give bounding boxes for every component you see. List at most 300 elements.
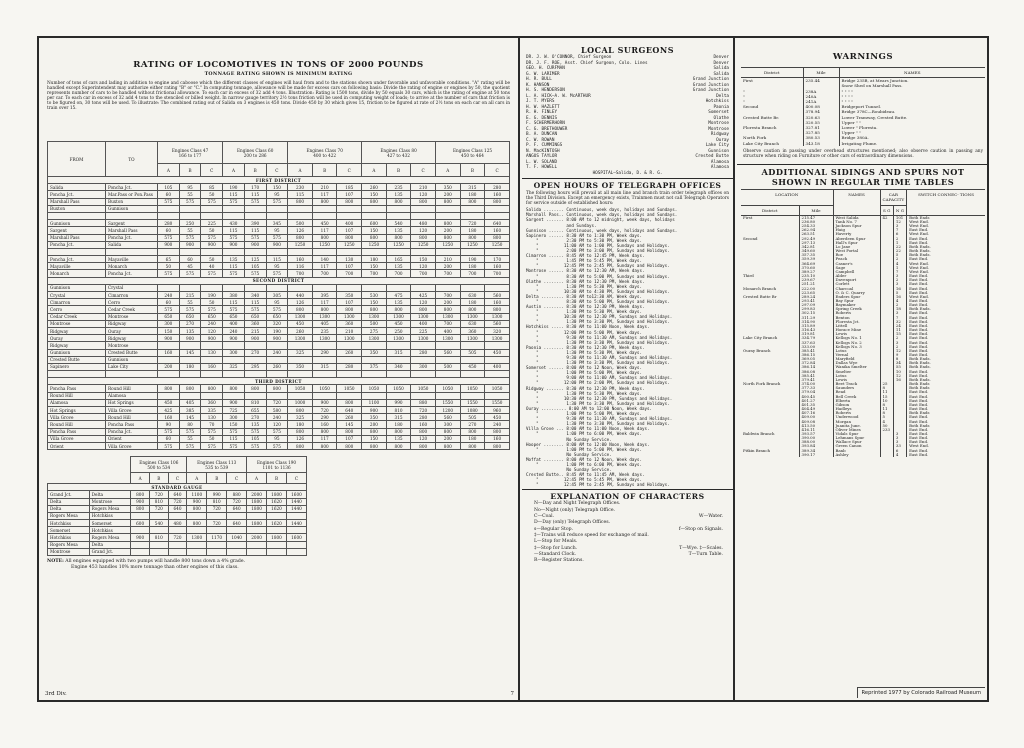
siding-ng-capacity: 2 bbox=[893, 345, 906, 349]
surgeon-location: Alamosa bbox=[710, 165, 729, 170]
office-hours-line: " 1:45 PM to 5:45 PM, Week days. bbox=[526, 258, 642, 264]
tonnage-value: 2000 bbox=[247, 534, 267, 541]
tonnage-value: 190 bbox=[266, 327, 288, 334]
tonnage-value: 1300 bbox=[435, 313, 460, 320]
siding-mile: 297.09 bbox=[799, 303, 833, 307]
tonnage-value: 1440 bbox=[286, 498, 306, 505]
tonnage-value: 575 bbox=[179, 198, 201, 205]
std-grade-header: B bbox=[267, 473, 287, 484]
siding-switch: East End. bbox=[909, 430, 929, 436]
table-row bbox=[48, 505, 307, 512]
from-station: Poncha Pass bbox=[48, 428, 106, 435]
tonnage-value: 640 bbox=[227, 520, 247, 527]
tonnage-value: 450 bbox=[288, 320, 313, 327]
table-row bbox=[48, 356, 510, 363]
table-row bbox=[48, 292, 510, 299]
siding-name: Underwood bbox=[833, 415, 880, 419]
tonnage-value: 260 bbox=[337, 349, 362, 356]
warning-mile: 400.08 bbox=[803, 104, 839, 109]
tonnage-value: 1800 bbox=[267, 491, 287, 498]
tonnage-value: 575 bbox=[244, 442, 266, 449]
tonnage-value: 230 bbox=[288, 184, 313, 191]
tonnage-value bbox=[435, 212, 460, 219]
tonnage-value: 575 bbox=[266, 442, 288, 449]
siding-switch: East End. bbox=[909, 227, 929, 233]
office-hours-line: Paonia ........ 8:30 AM to 12:30 PM, Week days. bbox=[526, 344, 645, 350]
tonnage-value: 720 bbox=[227, 498, 247, 505]
surgeon-location: Grand Junction bbox=[692, 82, 729, 88]
siding-mile: 407.16 bbox=[799, 411, 833, 415]
warning-district: North Fork bbox=[741, 135, 803, 140]
sidings-header-district: District bbox=[741, 205, 799, 215]
std-title: STANDARD GAUGE bbox=[48, 484, 307, 491]
to-station: Gunnison bbox=[106, 205, 158, 212]
tonnage-value: 800 bbox=[460, 234, 485, 241]
tonnage-value: 575 bbox=[158, 428, 180, 435]
surgeon-name: P. F. CUMMINGS bbox=[526, 143, 563, 148]
rating-grade-header: C bbox=[266, 164, 288, 177]
siding-name: Oliver Mines bbox=[833, 428, 880, 432]
tonnage-value: 270 bbox=[244, 349, 266, 356]
tonnage-value: 1040 bbox=[227, 534, 247, 541]
siding-ng-capacity: 2 bbox=[893, 237, 906, 241]
office-hours-line: " 12:00 PM to 2:00 PM, Sundays and Holidays. bbox=[526, 380, 670, 386]
siding-ng-capacity: 5 bbox=[893, 253, 906, 257]
siding-ng-capacity: 2 bbox=[893, 278, 906, 282]
tonnage-value: 575 bbox=[223, 234, 245, 241]
office-hours-line: " 9:00 AM to 11:00 AM, Sundays and Holidays. bbox=[526, 375, 673, 381]
tonnage-value: 700 bbox=[435, 320, 460, 327]
tonnage-value: 145 bbox=[179, 349, 201, 356]
character-text-secondary: f—Stop on Signals. bbox=[678, 526, 723, 532]
tonnage-value: 700 bbox=[435, 292, 460, 299]
tonnage-value: 800 bbox=[435, 220, 460, 227]
tonnage-value: 115 bbox=[244, 191, 266, 198]
tonnage-value: 800 bbox=[187, 520, 207, 527]
siding-name: Littell bbox=[833, 324, 880, 328]
tonnage-value: 120 bbox=[266, 421, 288, 428]
siding-ng-capacity: 12 bbox=[893, 374, 906, 378]
from-station: Rogers Mesa bbox=[48, 541, 90, 548]
siding-ng-capacity: 16 bbox=[893, 287, 906, 291]
siding-name: Lewis bbox=[833, 378, 880, 382]
tonnage-value: 900 bbox=[362, 407, 387, 414]
tonnage-value: 725 bbox=[223, 407, 245, 414]
page-number: 7 bbox=[510, 691, 514, 697]
character-text: —Standard Clock. bbox=[534, 551, 577, 557]
office-hours-line: Somerset ...... 8:00 AM to 12 Noon, Week days. bbox=[526, 365, 642, 371]
rating-notes bbox=[39, 556, 518, 574]
tonnage-value: 800 bbox=[411, 306, 436, 313]
engine-class-numbers: 450 to 464 bbox=[461, 152, 484, 158]
office-hours-line: Olathe ........ 8:30 AM to 12:30 PM, Week days. bbox=[526, 278, 645, 284]
siding-switch: East End. bbox=[909, 451, 929, 457]
tonnage-value bbox=[223, 342, 245, 349]
tonnage-value: 150 bbox=[362, 435, 387, 442]
tonnage-value: 800 bbox=[337, 428, 362, 435]
surgeon-location: Somerset bbox=[708, 110, 729, 115]
tonnage-value: 575 bbox=[179, 270, 201, 277]
tonnage-value bbox=[485, 371, 510, 378]
siding-name: Lehmans Spur bbox=[833, 436, 880, 440]
warnings-table bbox=[741, 67, 985, 146]
tonnage-value bbox=[247, 541, 267, 548]
table-row bbox=[48, 306, 510, 313]
tonnage-value bbox=[362, 342, 387, 349]
tonnage-value: 200 bbox=[435, 299, 460, 306]
to-station: Ridgway bbox=[106, 335, 158, 342]
tonnage-value: 1300 bbox=[312, 335, 337, 342]
warning-mile: 327.81 bbox=[803, 125, 839, 130]
tonnage-value: 1440 bbox=[286, 520, 306, 527]
tonnage-value bbox=[312, 248, 337, 255]
office-hours-line: " 9:30 AM to 11:30 AM, Sundays and Holidays. bbox=[526, 334, 673, 340]
tonnage-value bbox=[223, 392, 245, 399]
siding-ng-capacity: 3 bbox=[893, 311, 906, 315]
siding-ng-capacity: 33 bbox=[893, 444, 906, 448]
tonnage-value: 1800 bbox=[247, 520, 267, 527]
tonnage-value: 325 bbox=[288, 349, 313, 356]
from-station: Orient bbox=[48, 442, 106, 449]
table-row bbox=[48, 548, 307, 555]
tonnage-value: 280 bbox=[411, 414, 436, 421]
tonnage-value bbox=[267, 548, 287, 555]
surgeon-name: H. W. HAZLETT bbox=[526, 104, 560, 110]
siding-ng-capacity: 24 bbox=[893, 324, 906, 328]
from-station: Poncha Jct. bbox=[48, 241, 106, 248]
siding-district: Third bbox=[741, 274, 799, 278]
tonnage-value: 320 bbox=[485, 327, 510, 334]
to-station: Grand Jct. bbox=[89, 548, 131, 555]
siding-name: Kellogs No. 2 bbox=[833, 341, 880, 345]
tonnage-value: 900 bbox=[158, 335, 180, 342]
tonnage-value: 810 bbox=[386, 407, 411, 414]
tonnage-value: 135 bbox=[223, 256, 245, 263]
tonnage-value bbox=[187, 512, 207, 519]
from-station: Mayaville bbox=[48, 263, 106, 270]
tonnage-value: 405 bbox=[312, 320, 337, 327]
tonnage-value: 135 bbox=[386, 191, 411, 198]
tonnage-value: 180 bbox=[288, 421, 313, 428]
tonnage-value: 180 bbox=[460, 191, 485, 198]
tonnage-value: 90 bbox=[158, 421, 180, 428]
tonnage-value: 800 bbox=[411, 198, 436, 205]
tonnage-value: 135 bbox=[386, 227, 411, 234]
siding-switch: Both Ends. bbox=[909, 243, 931, 249]
tonnage-value bbox=[460, 371, 485, 378]
tonnage-value: 260 bbox=[288, 327, 313, 334]
tonnage-value: 900 bbox=[223, 335, 245, 342]
tonnage-value bbox=[312, 342, 337, 349]
siding-switch: East End. bbox=[909, 322, 929, 328]
siding-name: Floresta Jct. bbox=[833, 320, 880, 324]
tonnage-value: 400 bbox=[485, 363, 510, 370]
siding-sg-capacity: 15 bbox=[880, 395, 893, 399]
tonnage-value: 1800 bbox=[247, 498, 267, 505]
surgeon-name: DR. J. F. ROE, Asst. Chief Surgeon, Colo. Lines bbox=[526, 60, 648, 66]
tonnage-value: 360 bbox=[460, 327, 485, 334]
engine-class-header bbox=[288, 142, 362, 164]
divider bbox=[522, 489, 733, 490]
reprint-credit: Reprinted 1977 by Colorado Railroad Museum bbox=[857, 687, 985, 698]
sidings-header-ng: N G bbox=[893, 205, 906, 215]
to-station: Mayaville bbox=[106, 256, 158, 263]
table-row bbox=[48, 414, 510, 421]
siding-name: Green Canon bbox=[833, 444, 880, 448]
tonnage-value: 800 bbox=[435, 198, 460, 205]
warning-name: " " " " bbox=[841, 93, 853, 99]
tonnage-value: 117 bbox=[312, 263, 337, 270]
tonnage-value: 130 bbox=[337, 256, 362, 263]
tonnage-value: 800 bbox=[386, 442, 411, 449]
siding-name: Davenport bbox=[833, 278, 880, 282]
tonnage-value bbox=[179, 212, 201, 219]
from-station: Delta bbox=[48, 505, 90, 512]
from-station: Delta bbox=[48, 498, 90, 505]
tonnage-value: 800 bbox=[288, 428, 313, 435]
tonnage-value: 575 bbox=[223, 428, 245, 435]
to-station: Lake City bbox=[106, 363, 158, 370]
tonnage-value: 130 bbox=[201, 414, 223, 421]
from-station: Monarch bbox=[48, 270, 106, 277]
tonnage-value bbox=[223, 248, 245, 255]
tonnage-value: 650 bbox=[158, 313, 180, 320]
table-row bbox=[48, 313, 510, 320]
tonnage-value: 575 bbox=[179, 428, 201, 435]
office-hours-line: Marshall Pass.. Continuous, week days, holidays and Sundays. bbox=[526, 212, 678, 218]
surgeon-name: B. A. DUNCAN bbox=[526, 132, 558, 137]
from-station: Round Hill bbox=[48, 421, 106, 428]
tonnage-value: 400 bbox=[411, 320, 436, 327]
surgeon-location: Salida bbox=[713, 71, 729, 77]
tonnage-value bbox=[266, 248, 288, 255]
siding-sg-capacity: 25 bbox=[880, 382, 893, 386]
tonnage-value: 190 bbox=[223, 184, 245, 191]
siding-ng-capacity: 7 bbox=[893, 270, 906, 274]
siding-switch: Both Ends bbox=[909, 381, 930, 387]
from-station: Buxton bbox=[48, 205, 106, 212]
siding-switch: East End. bbox=[909, 339, 929, 345]
table-row bbox=[48, 399, 510, 406]
tonnage-value: 120 bbox=[411, 435, 436, 442]
table-row bbox=[48, 371, 510, 378]
tonnage-value: 1300 bbox=[460, 313, 485, 320]
siding-name: Lo Jane bbox=[833, 245, 880, 249]
siding-switch: Both Ends. bbox=[909, 356, 931, 362]
tonnage-value: 640 bbox=[227, 505, 247, 512]
office-hours-line: " 8:30 AM to 5:00 PM, Sundays and Holidays. bbox=[526, 273, 670, 279]
tonnage-value: 325 bbox=[288, 414, 313, 421]
tonnage-value: 150 bbox=[362, 263, 387, 270]
tonnage-value: 60 bbox=[158, 299, 180, 306]
engine-class-numbers: 166 to 177 bbox=[178, 152, 202, 158]
surgeon-location: Ridgway bbox=[710, 132, 729, 137]
std-class-numbers: 535 to 539 bbox=[205, 464, 229, 470]
to-station: Gunnison bbox=[106, 356, 158, 363]
rating-title: RATING OF LOCOMOTIVES IN TONS OF 2000 POUNDS bbox=[133, 60, 424, 70]
tonnage-value: 1300 bbox=[485, 335, 510, 342]
tonnage-value: 117 bbox=[312, 191, 337, 198]
siding-sg-capacity: 8 bbox=[880, 403, 893, 407]
siding-mile: 223.65 bbox=[799, 291, 833, 295]
tonnage-value: 320 bbox=[266, 320, 288, 327]
tonnage-value bbox=[227, 548, 247, 555]
rating-grade-header: B bbox=[179, 164, 201, 177]
std-grade-header: B bbox=[149, 473, 168, 484]
tonnage-value: 120 bbox=[411, 299, 436, 306]
to-station: Buxton bbox=[106, 198, 158, 205]
tonnage-value: 430 bbox=[223, 220, 245, 227]
tonnage-value bbox=[288, 371, 313, 378]
tonnage-value bbox=[286, 527, 306, 534]
siding-ng-capacity: 2 bbox=[893, 336, 906, 340]
office-hours-line: Crested Butte.. 8:45 AM to 11:45 AM, Week days. bbox=[526, 472, 645, 478]
tonnage-value bbox=[286, 541, 306, 548]
tonnage-value: 575 bbox=[179, 234, 201, 241]
siding-mile: 416.11 bbox=[799, 428, 833, 432]
characters-list bbox=[526, 501, 729, 564]
tonnage-value: 800 bbox=[485, 198, 510, 205]
note-1: All engines equipped with two pumps will handle 800 tons down a 4% grade. bbox=[65, 559, 246, 564]
district-row bbox=[48, 277, 510, 284]
tonnage-value: 60 bbox=[158, 435, 180, 442]
tonnage-value: 80 bbox=[179, 421, 201, 428]
tonnage-value bbox=[411, 284, 436, 291]
siding-ng-capacity: 32 bbox=[893, 320, 906, 324]
tonnage-value: 1300 bbox=[312, 313, 337, 320]
tonnage-value: 575 bbox=[244, 306, 266, 313]
siding-name: Peach bbox=[833, 257, 880, 261]
siding-switch: East End. bbox=[909, 273, 929, 279]
siding-name: Corlett bbox=[833, 282, 880, 286]
character-text: No—Night (only) Telegraph Office. bbox=[534, 507, 616, 513]
tonnage-value bbox=[223, 284, 245, 291]
tonnage-value bbox=[288, 392, 313, 399]
warning-mile: 343.18 bbox=[803, 141, 839, 146]
warning-district: " bbox=[741, 94, 803, 99]
siding-name: Alder bbox=[833, 274, 880, 278]
tonnage-value: 140 bbox=[312, 256, 337, 263]
tonnage-value: 1300 bbox=[362, 313, 387, 320]
district-row bbox=[48, 177, 510, 184]
to-station: Delta bbox=[89, 491, 131, 498]
office-hours-line: No Sunday Service. bbox=[526, 451, 612, 457]
tonnage-value bbox=[207, 548, 227, 555]
tonnage-value bbox=[244, 356, 266, 363]
tonnage-value bbox=[312, 392, 337, 399]
tonnage-value: 1600 bbox=[286, 534, 306, 541]
tonnage-value bbox=[168, 512, 187, 519]
tonnage-value: 1550 bbox=[435, 399, 460, 406]
table-row bbox=[48, 335, 510, 342]
siding-name: Lotus bbox=[833, 374, 880, 378]
tonnage-value bbox=[227, 512, 247, 519]
table-row bbox=[48, 191, 510, 198]
tonnage-value bbox=[149, 512, 168, 519]
tonnage-value: 1050 bbox=[312, 385, 337, 392]
tonnage-value: 240 bbox=[266, 414, 288, 421]
tonnage-value: 800 bbox=[435, 306, 460, 313]
tonnage-value: 800 bbox=[435, 442, 460, 449]
tonnage-value: 800 bbox=[312, 442, 337, 449]
tonnage-value bbox=[187, 548, 207, 555]
surgeon-location: Denver bbox=[713, 55, 729, 60]
surgeon-location: Olathe bbox=[713, 115, 729, 121]
tonnage-value: 1050 bbox=[337, 385, 362, 392]
tonnage-value: 180 bbox=[386, 421, 411, 428]
siding-mile: 297.13 bbox=[799, 241, 833, 245]
siding-switch: Both Ends. bbox=[909, 306, 931, 312]
engine-class-header bbox=[223, 142, 288, 164]
tonnage-value: 107 bbox=[337, 191, 362, 198]
siding-name: Lewis bbox=[833, 332, 880, 336]
tonnage-value: 55 bbox=[179, 299, 201, 306]
siding-mile: 386.15 bbox=[799, 353, 833, 357]
siding-ng-capacity: 5 bbox=[893, 291, 906, 295]
tonnage-value bbox=[485, 284, 510, 291]
table-row bbox=[48, 263, 510, 270]
tonnage-value bbox=[149, 548, 168, 555]
from-station: Poncha Pass bbox=[48, 385, 106, 392]
tonnage-value: 800 bbox=[362, 442, 387, 449]
office-hours-line: " 9:30 AM to 11:30 AM, Sundays and Holidays. bbox=[526, 416, 673, 422]
tonnage-value: 650 bbox=[266, 313, 288, 320]
tonnage-value: 1050 bbox=[386, 385, 411, 392]
to-station bbox=[106, 212, 158, 219]
tonnage-value: 800 bbox=[288, 442, 313, 449]
to-station: Hotchkiss bbox=[89, 512, 131, 519]
office-hours-line: " 1:00 PM to 6:00 PM, Week days. bbox=[526, 431, 642, 437]
tonnage-value: 350 bbox=[435, 184, 460, 191]
warning-name: Irrigating Flume. bbox=[841, 140, 878, 146]
tonnage-value: 1620 bbox=[267, 505, 287, 512]
tonnage-value: 990 bbox=[207, 491, 227, 498]
standard-gauge-table bbox=[47, 456, 307, 556]
from-station: Sapinero bbox=[48, 363, 106, 370]
office-hours-line: " 10:30 AM to 12:30 PM, Sundays and Holidays. bbox=[526, 395, 673, 401]
tonnage-value: 1050 bbox=[362, 385, 387, 392]
tonnage-value: 900 bbox=[158, 241, 180, 248]
tonnage-value: 580 bbox=[266, 407, 288, 414]
tonnage-value: 160 bbox=[288, 256, 313, 263]
tonnage-value bbox=[201, 356, 223, 363]
tonnage-value: 345 bbox=[266, 220, 288, 227]
tonnage-value: 190 bbox=[201, 292, 223, 299]
tonnage-value: 1800 bbox=[247, 505, 267, 512]
tonnage-value: 375 bbox=[362, 363, 387, 370]
tonnage-value: 575 bbox=[244, 428, 266, 435]
tonnage-value: 575 bbox=[158, 442, 180, 449]
office-hours-line: Hotchkiss ..... 8:30 AM to 11:00 Noon, Week days. bbox=[526, 324, 650, 330]
from-station: Cedar Creek bbox=[48, 313, 106, 320]
std-grade-header: A bbox=[247, 473, 267, 484]
siding-mile: 235.10 bbox=[799, 274, 833, 278]
to-station: Crystal bbox=[106, 284, 158, 291]
tonnage-value bbox=[460, 284, 485, 291]
tonnage-value: 50 bbox=[201, 435, 223, 442]
siding-switch: West End. bbox=[909, 443, 929, 449]
siding-switch: Both Ends. bbox=[909, 248, 931, 254]
tonnage-value: 95 bbox=[266, 227, 288, 234]
tonnage-value: 115 bbox=[223, 191, 245, 198]
tonnage-value bbox=[435, 248, 460, 255]
tonnage-value: 340 bbox=[386, 363, 411, 370]
tonnage-value: 95 bbox=[266, 191, 288, 198]
tonnage-value bbox=[207, 541, 227, 548]
warning-mile: 241A bbox=[803, 99, 839, 104]
surgeon-location: Grand Junction bbox=[692, 77, 729, 82]
tonnage-value: 800 bbox=[411, 442, 436, 449]
